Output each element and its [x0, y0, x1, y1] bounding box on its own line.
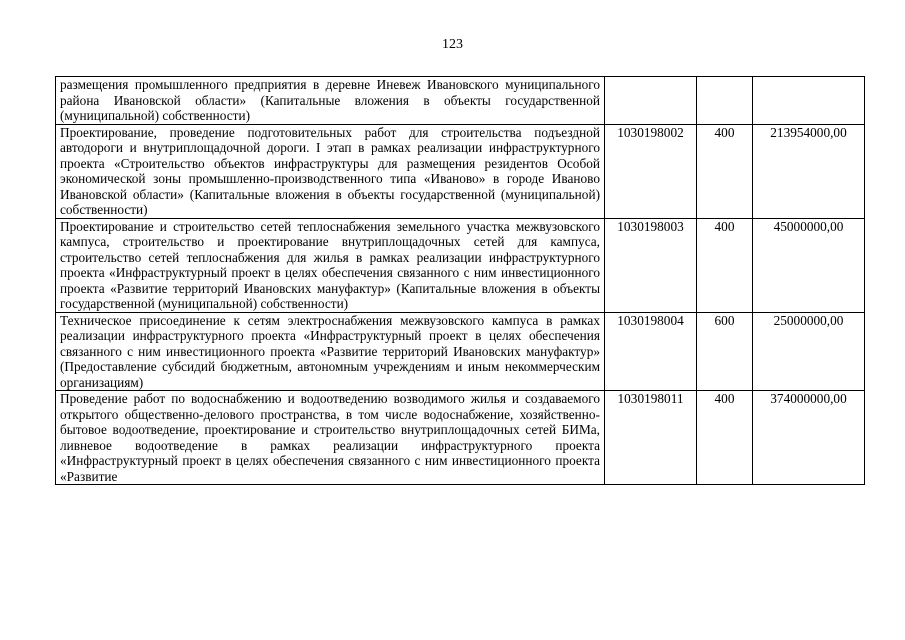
- row-target-code: 1030198011: [605, 391, 697, 485]
- row-expense-kind: 400: [697, 391, 753, 485]
- row-expense-kind: 400: [697, 124, 753, 218]
- page-number: 123: [442, 37, 463, 52]
- row-description: размещения промышленного предприятия в деревне Иневеж Ивановского муниципального района Ивановской области» (Капитальные вложения в объекты государственной (муниципальной) собственности): [56, 77, 605, 125]
- table-row: [56, 77, 865, 125]
- row-amount: 45000000,00: [753, 218, 865, 312]
- row-amount: 25000000,00: [753, 312, 865, 391]
- row-target-code: [605, 77, 697, 125]
- table-row: [56, 391, 865, 485]
- row-target-code: 1030198004: [605, 312, 697, 391]
- row-description: Проектирование и строительство сетей теплоснабжения земельного участка межвузовского кампуса, строительство и проектирование внутриплощадочных сетей для кампуса, строительство сетей теплоснабжения для жилья в рамках реализации инфраструктурного проекта «Инфраструктурный проект в целях обеспечения связанного с ним инвестиционного проекта «Развитие территорий Ивановских мануфактур» (Капитальные вложения в объекты государственной (муниципальной) собственности): [56, 218, 605, 312]
- row-amount: [753, 77, 865, 125]
- row-target-code: 1030198003: [605, 218, 697, 312]
- row-description: Проведение работ по водоснабжению и водоотведению возводимого жилья и создаваемого открытого общественно-делового пространства, в том числе водоснабжение, хозяйственно-бытовое водоотведение, проектирование и строительство внутриплощадочных сетей БИМа, ливневое водоотведение в рамках реализации инфраструктурного проекта «Инфраструктурный проект в целях обеспечения связанного с ним инвестиционного проекта «Развитие: [56, 391, 605, 485]
- row-expense-kind: 600: [697, 312, 753, 391]
- table-row: [56, 218, 865, 312]
- row-amount: 374000000,00: [753, 391, 865, 485]
- table-row: [56, 124, 865, 218]
- table-row: [56, 312, 865, 391]
- row-expense-kind: 400: [697, 218, 753, 312]
- row-description: Проектирование, проведение подготовительных работ для строительства подъездной автодороги и внутриплощадочной дороги. I этап в рамках реализации инфраструктурного проекта «Строительство объектов инфраструктуры для размещения резидентов Особой экономической зоны промышленно-производственного типа «Иваново» в городе Иваново Ивановской области» (Капитальные вложения в объекты государственной (муниципальной) собственности): [56, 124, 605, 218]
- row-amount: 213954000,00: [753, 124, 865, 218]
- budget-table: [55, 76, 865, 485]
- row-expense-kind: [697, 77, 753, 125]
- row-target-code: 1030198002: [605, 124, 697, 218]
- row-description: Техническое присоединение к сетям электроснабжения межвузовского кампуса в рамках реализации инфраструктурного проекта «Инфраструктурный проект в целях обеспечения связанного с ним инвестиционного проекта «Развитие территорий Ивановских мануфактур» (Предоставление субсидий бюджетным, автономным учреждениям и иным некоммерческим организациям): [56, 312, 605, 391]
